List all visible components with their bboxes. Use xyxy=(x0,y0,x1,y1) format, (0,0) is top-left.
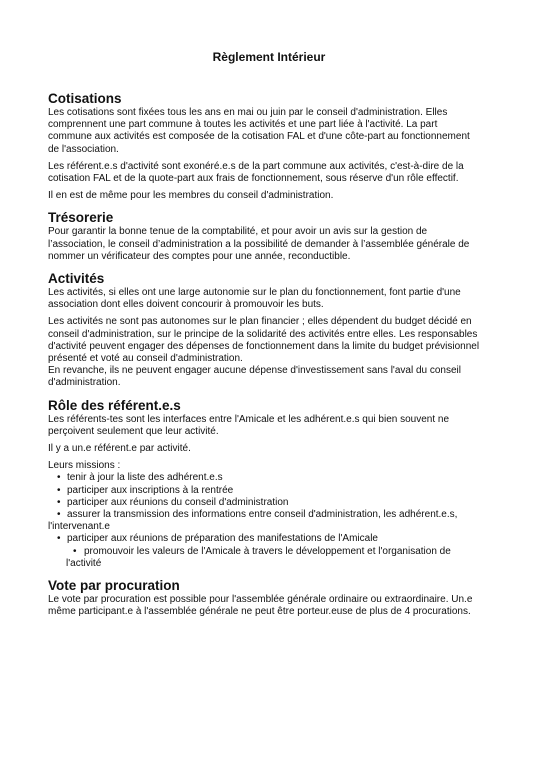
list-item-text: tenir à jour la liste des adhérent.e.s xyxy=(67,472,223,484)
bullet-icon: • xyxy=(57,484,61,496)
section-heading: Rôle des référent.e.s xyxy=(48,397,181,413)
list-item-text: promouvoir les valeurs de l'Amicale à travers le développement et l'organisation de l'activité xyxy=(66,545,451,569)
list-item-text: assurer la transmission des informations entre conseil d'administration, les adhérent.e.s, l'intervenant.e xyxy=(48,509,458,533)
list-item xyxy=(48,472,480,484)
list-item xyxy=(48,546,480,570)
document-body xyxy=(48,91,480,619)
section-activites xyxy=(48,271,480,390)
section-referents xyxy=(48,398,480,570)
section-heading: Activités xyxy=(48,271,105,287)
list-item-text: participer aux réunions du conseil d'administration xyxy=(67,496,289,508)
bullet-icon: • xyxy=(57,496,61,508)
paragraph: Les activités ne sont pas autonomes sur le plan financier ; elles dépendent du budget décidé en conseil d'administration, sur le principe de la solidarité des activités entre elles. Les responsables d'activité peuvent engager des dépenses de fonctionnement dans la limite du budget prévisionnel présenté et voté au conseil d'administration. xyxy=(48,316,480,365)
section-vote xyxy=(48,578,480,618)
missions-list xyxy=(48,472,480,570)
bullet-icon: • xyxy=(57,509,61,521)
paragraph: Les référents-tes sont les interfaces entre l'Amicale et les adhérent.e.s qui bien souvent ne perçoivent seulement que leur activité. xyxy=(48,413,450,437)
paragraph: Pour garantir la bonne tenue de la comptabilité, et pour avoir un avis sur la gestion de l’association, le conseil d’administration a la possibilité de demander à l’assemblée générale de nommer un vérificateur des comptes pour une année, reconductible. xyxy=(48,226,470,262)
paragraph: Les cotisations sont fixées tous les ans en mai ou juin par le conseil d'administration. Elles comprennent une part commune à toutes les activités et une part liée à l'activité. La part commune aux activités est composée de la cotisation FAL et d'une côte-part au fonctionnement de l'association. xyxy=(48,107,470,155)
bullet-icon: • xyxy=(57,472,61,484)
paragraph: Les référent.e.s d'activité sont exonéré.e.s de la part commune aux activités, c'est-à-dire de la cotisation FAL et de la quote-part aux frais de fonctionnement, sous réserve d'un rôle effectif. xyxy=(48,160,464,185)
list-item xyxy=(48,509,480,533)
paragraph: En revanche, ils ne peuvent engager aucune dépense d'investissement sans l'aval du conseil d'administration. xyxy=(48,365,461,389)
list-item xyxy=(48,497,480,509)
list-item xyxy=(48,533,480,545)
section-tresorerie xyxy=(48,210,480,263)
section-heading: Trésorerie xyxy=(48,210,114,226)
section-heading: Vote par procuration xyxy=(48,578,180,594)
bullet-icon: • xyxy=(57,533,61,545)
paragraph: Il y a un.e référent.e par activité. xyxy=(48,443,191,455)
paragraph: Il en est de même pour les membres du conseil d'administration. xyxy=(48,190,334,202)
document-title: Règlement Intérieur xyxy=(212,50,326,64)
bullet-icon: • xyxy=(73,545,77,557)
section-cotisations xyxy=(48,91,480,202)
paragraph: Leurs missions : xyxy=(48,460,121,472)
paragraph: Les activités, si elles ont une large autonomie sur le plan du fonctionnement, font partie d'une association dont elles doivent concourir à promouvoir les buts. xyxy=(48,287,461,311)
list-item-text: participer aux réunions de préparation des manifestations de l'Amicale xyxy=(67,533,378,545)
paragraph: Le vote par procuration est possible pour l'assemblée générale ordinaire ou extraordinaire. Un.e même participant.e à l'assemblée générale ne peut être porteur.euse de plus de 4 procurations. xyxy=(48,594,473,618)
section-heading: Cotisations xyxy=(48,91,122,106)
list-item xyxy=(48,485,480,497)
list-item-text: participer aux inscriptions à la rentrée xyxy=(67,484,234,496)
